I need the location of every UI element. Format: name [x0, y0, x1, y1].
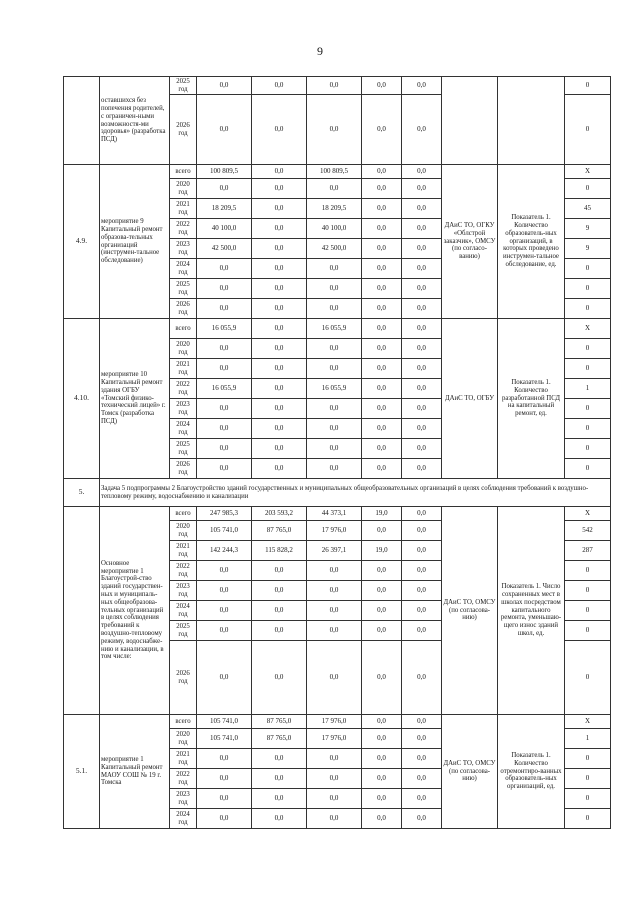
indicator-value-cell: 0 — [565, 279, 611, 299]
year-cell: всего — [170, 507, 197, 521]
item-name: Основное мероприятие 1 Благоустрой-ство зданий государствен-ных и муниципаль-ных общеобразова-тельных организаций в целях соблюдения требований к воздушно-тепловому режиму, водоснабже-нию и канализации, в том числе: — [100, 507, 170, 715]
indicator-value-cell: 0 — [565, 77, 611, 95]
value-cell: 0,0 — [197, 561, 252, 581]
value-cell: 0,0 — [252, 621, 307, 641]
indicator-value-cell: 0 — [565, 621, 611, 641]
item-number — [64, 77, 100, 165]
value-cell: 0,0 — [307, 789, 362, 809]
value-cell: 105 741,0 — [197, 729, 252, 749]
value-cell: 0,0 — [252, 439, 307, 459]
value-cell: 0,0 — [197, 809, 252, 829]
value-cell: 87 765,0 — [252, 715, 307, 729]
value-cell: 0,0 — [197, 95, 252, 165]
value-cell: 0,0 — [362, 521, 402, 541]
indicator-value-cell: 9 — [565, 219, 611, 239]
value-cell: 0,0 — [252, 319, 307, 339]
value-cell: 16 055,9 — [307, 379, 362, 399]
value-cell: 0,0 — [252, 279, 307, 299]
value-cell: 0,0 — [362, 279, 402, 299]
year-cell: 2026 год — [170, 95, 197, 165]
value-cell: 105 741,0 — [197, 521, 252, 541]
value-cell: 0,0 — [402, 219, 442, 239]
indicator-value-cell: 0 — [565, 601, 611, 621]
budget-table-body — [64, 77, 611, 829]
value-cell: 0,0 — [252, 77, 307, 95]
value-cell: 0,0 — [362, 561, 402, 581]
year-cell: 2022 год — [170, 379, 197, 399]
value-cell: 0,0 — [307, 179, 362, 199]
indicator-value-cell: 0 — [565, 749, 611, 769]
value-cell: 0,0 — [402, 339, 442, 359]
value-cell: 40 100,0 — [307, 219, 362, 239]
value-cell: 0,0 — [252, 95, 307, 165]
value-cell: 0,0 — [307, 621, 362, 641]
value-cell: 0,0 — [362, 165, 402, 179]
value-cell: 0,0 — [197, 439, 252, 459]
year-cell: 2025 год — [170, 439, 197, 459]
value-cell: 115 828,2 — [252, 541, 307, 561]
value-cell: 0,0 — [402, 769, 442, 789]
value-cell: 0,0 — [402, 715, 442, 729]
value-cell: 0,0 — [307, 769, 362, 789]
value-cell: 100 809,5 — [307, 165, 362, 179]
value-cell: 0,0 — [252, 299, 307, 319]
year-cell: 2025 год — [170, 77, 197, 95]
value-cell: 0,0 — [362, 219, 402, 239]
value-cell: 0,0 — [402, 399, 442, 419]
value-cell: 0,0 — [252, 399, 307, 419]
value-cell: 0,0 — [362, 77, 402, 95]
value-cell: 0,0 — [197, 749, 252, 769]
year-cell: всего — [170, 715, 197, 729]
year-cell: 2024 год — [170, 601, 197, 621]
year-cell: 2023 год — [170, 581, 197, 601]
value-cell: 0,0 — [197, 621, 252, 641]
value-cell: 0,0 — [252, 581, 307, 601]
value-cell: 87 765,0 — [252, 521, 307, 541]
indicator-value-cell: 0 — [565, 809, 611, 829]
value-cell: 0,0 — [362, 729, 402, 749]
value-cell: 0,0 — [362, 259, 402, 279]
value-cell: 0,0 — [362, 641, 402, 715]
value-cell: 0,0 — [402, 789, 442, 809]
value-cell: 0,0 — [307, 77, 362, 95]
indicator-value-cell: 0 — [565, 179, 611, 199]
indicator-name-cell — [498, 77, 565, 165]
value-cell: 0,0 — [362, 419, 402, 439]
value-cell: 0,0 — [307, 279, 362, 299]
value-cell: 0,0 — [197, 299, 252, 319]
value-cell: 0,0 — [402, 179, 442, 199]
value-cell: 0,0 — [402, 379, 442, 399]
value-cell: 0,0 — [252, 359, 307, 379]
indicator-value-cell: X — [565, 507, 611, 521]
item-number: 5.1. — [64, 715, 100, 829]
year-cell: 2024 год — [170, 809, 197, 829]
value-cell: 42 500,0 — [307, 239, 362, 259]
value-cell: 17 976,0 — [307, 729, 362, 749]
value-cell: 0,0 — [252, 561, 307, 581]
value-cell: 0,0 — [362, 769, 402, 789]
value-cell: 0,0 — [197, 399, 252, 419]
value-cell: 0,0 — [362, 809, 402, 829]
page-number: 9 — [317, 44, 323, 58]
value-cell: 0,0 — [362, 621, 402, 641]
indicator-value-cell: 0 — [565, 789, 611, 809]
value-cell: 100 809,5 — [197, 165, 252, 179]
executor-cell: ДАиС ТО, ОГКУ «Облстрой заказчик», ОМСУ (по согласо-ванию) — [442, 165, 498, 319]
value-cell: 0,0 — [362, 715, 402, 729]
value-cell: 0,0 — [197, 279, 252, 299]
value-cell: 0,0 — [362, 439, 402, 459]
value-cell: 0,0 — [252, 459, 307, 479]
year-cell: 2026 год — [170, 641, 197, 715]
value-cell: 40 100,0 — [197, 219, 252, 239]
value-cell: 0,0 — [362, 789, 402, 809]
value-cell: 17 976,0 — [307, 715, 362, 729]
indicator-value-cell: X — [565, 715, 611, 729]
value-cell: 0,0 — [402, 621, 442, 641]
value-cell: 0,0 — [307, 299, 362, 319]
value-cell: 0,0 — [402, 729, 442, 749]
table-row — [64, 165, 611, 179]
value-cell: 0,0 — [252, 199, 307, 219]
value-cell: 0,0 — [307, 359, 362, 379]
item-name: мероприятие 10 Капитальный ремонт здания ОГБУ «Томский физико-технический лицей» г. Томск (разработка ПСД) — [100, 319, 170, 479]
value-cell: 19,0 — [362, 507, 402, 521]
year-cell: 2025 год — [170, 621, 197, 641]
year-cell: 2024 год — [170, 259, 197, 279]
indicator-value-cell: X — [565, 319, 611, 339]
value-cell: 0,0 — [307, 641, 362, 715]
item-name: мероприятие 9 Капитальный ремонт образова-тельных организаций (инструмен-тальное обследование) — [100, 165, 170, 319]
indicator-name-cell: Показатель 1. Количество разработанной ПСД на капитальный ремонт, ед. — [498, 319, 565, 479]
value-cell: 0,0 — [362, 319, 402, 339]
value-cell: 16 055,9 — [307, 319, 362, 339]
value-cell: 0,0 — [362, 399, 402, 419]
value-cell: 0,0 — [307, 581, 362, 601]
year-cell: всего — [170, 165, 197, 179]
year-cell: 2024 год — [170, 419, 197, 439]
indicator-value-cell: 1 — [565, 729, 611, 749]
indicator-value-cell: 0 — [565, 299, 611, 319]
value-cell: 0,0 — [197, 769, 252, 789]
value-cell: 0,0 — [402, 279, 442, 299]
year-cell: 2025 год — [170, 279, 197, 299]
value-cell: 17 976,0 — [307, 521, 362, 541]
value-cell: 105 741,0 — [197, 715, 252, 729]
indicator-name-cell: Показатель 1. Количество образователь-ных организаций, в которых проведено инструмен-тальное обследование, ед. — [498, 165, 565, 319]
value-cell: 0,0 — [197, 641, 252, 715]
value-cell: 0,0 — [402, 459, 442, 479]
year-cell: 2022 год — [170, 219, 197, 239]
value-cell: 0,0 — [402, 541, 442, 561]
indicator-name-cell: Показатель 1. Количество отремонтиро-ванных образователь-ных организаций, ед. — [498, 715, 565, 829]
year-cell: 2020 год — [170, 339, 197, 359]
value-cell: 0,0 — [362, 359, 402, 379]
executor-cell: ДАиС ТО, ОМСУ (по согласова-нию) — [442, 715, 498, 829]
value-cell: 0,0 — [252, 165, 307, 179]
year-cell: 2023 год — [170, 789, 197, 809]
value-cell: 0,0 — [197, 789, 252, 809]
value-cell: 87 765,0 — [252, 729, 307, 749]
value-cell: 0,0 — [402, 641, 442, 715]
indicator-value-cell: 0 — [565, 95, 611, 165]
value-cell: 0,0 — [402, 749, 442, 769]
value-cell: 0,0 — [252, 809, 307, 829]
indicator-value-cell: 0 — [565, 439, 611, 459]
table-row — [64, 507, 611, 521]
executor-cell: ДАиС ТО, ОМСУ (по согласова-нию) — [442, 507, 498, 715]
value-cell: 0,0 — [402, 319, 442, 339]
task-row — [64, 479, 611, 507]
value-cell: 0,0 — [402, 259, 442, 279]
table-row — [64, 715, 611, 729]
indicator-value-cell: 9 — [565, 239, 611, 259]
indicator-value-cell: 1 — [565, 379, 611, 399]
year-cell: 2020 год — [170, 179, 197, 199]
value-cell: 142 244,3 — [197, 541, 252, 561]
value-cell: 0,0 — [362, 459, 402, 479]
task-number: 5. — [64, 479, 100, 507]
value-cell: 0,0 — [402, 419, 442, 439]
indicator-value-cell: 45 — [565, 199, 611, 219]
year-cell: 2021 год — [170, 541, 197, 561]
value-cell: 0,0 — [197, 339, 252, 359]
year-cell: 2022 год — [170, 769, 197, 789]
value-cell: 0,0 — [362, 179, 402, 199]
year-cell: 2023 год — [170, 399, 197, 419]
value-cell: 0,0 — [402, 507, 442, 521]
value-cell: 0,0 — [252, 239, 307, 259]
value-cell: 44 373,1 — [307, 507, 362, 521]
indicator-value-cell: 0 — [565, 359, 611, 379]
value-cell: 0,0 — [307, 809, 362, 829]
value-cell: 0,0 — [197, 179, 252, 199]
value-cell: 0,0 — [402, 581, 442, 601]
value-cell: 0,0 — [197, 77, 252, 95]
item-number: 4.10. — [64, 319, 100, 479]
indicator-value-cell: 0 — [565, 259, 611, 279]
table-row — [64, 319, 611, 339]
value-cell: 0,0 — [362, 239, 402, 259]
executor-cell: ДАиС ТО, ОГБУ — [442, 319, 498, 479]
item-name: мероприятие 1 Капитальный ремонт МАОУ СОШ № 19 г. Томска — [100, 715, 170, 829]
item-number: 4.9. — [64, 165, 100, 319]
table-row — [64, 77, 611, 95]
value-cell: 0,0 — [307, 95, 362, 165]
indicator-value-cell: 0 — [565, 419, 611, 439]
value-cell: 0,0 — [252, 641, 307, 715]
value-cell: 0,0 — [197, 419, 252, 439]
value-cell: 203 593,2 — [252, 507, 307, 521]
year-cell: 2026 год — [170, 299, 197, 319]
indicator-value-cell: 0 — [565, 459, 611, 479]
value-cell: 0,0 — [362, 199, 402, 219]
year-cell: 2020 год — [170, 521, 197, 541]
executor-cell — [442, 77, 498, 165]
value-cell: 0,0 — [307, 339, 362, 359]
indicator-value-cell: X — [565, 165, 611, 179]
budget-table — [63, 76, 611, 829]
value-cell: 0,0 — [402, 95, 442, 165]
value-cell: 16 055,9 — [197, 379, 252, 399]
value-cell: 0,0 — [197, 459, 252, 479]
value-cell: 42 500,0 — [197, 239, 252, 259]
value-cell: 0,0 — [307, 419, 362, 439]
value-cell: 19,0 — [362, 541, 402, 561]
value-cell: 0,0 — [252, 179, 307, 199]
value-cell: 247 985,3 — [197, 507, 252, 521]
value-cell: 0,0 — [252, 379, 307, 399]
year-cell: 2021 год — [170, 199, 197, 219]
value-cell: 0,0 — [307, 459, 362, 479]
value-cell: 0,0 — [252, 789, 307, 809]
value-cell: 0,0 — [362, 95, 402, 165]
value-cell: 0,0 — [402, 299, 442, 319]
value-cell: 0,0 — [362, 339, 402, 359]
indicator-value-cell: 542 — [565, 521, 611, 541]
value-cell: 0,0 — [402, 521, 442, 541]
value-cell: 18 209,5 — [307, 199, 362, 219]
value-cell: 0,0 — [252, 259, 307, 279]
value-cell: 0,0 — [362, 379, 402, 399]
indicator-value-cell: 0 — [565, 769, 611, 789]
value-cell: 0,0 — [362, 601, 402, 621]
value-cell: 0,0 — [307, 259, 362, 279]
value-cell: 0,0 — [252, 419, 307, 439]
value-cell: 0,0 — [252, 769, 307, 789]
indicator-value-cell: 0 — [565, 561, 611, 581]
indicator-value-cell: 0 — [565, 399, 611, 419]
year-cell: 2022 год — [170, 561, 197, 581]
value-cell: 0,0 — [252, 601, 307, 621]
value-cell: 0,0 — [307, 439, 362, 459]
value-cell: 0,0 — [197, 359, 252, 379]
value-cell: 0,0 — [197, 259, 252, 279]
value-cell: 0,0 — [402, 239, 442, 259]
value-cell: 0,0 — [362, 299, 402, 319]
value-cell: 0,0 — [307, 601, 362, 621]
value-cell: 0,0 — [402, 561, 442, 581]
item-number — [64, 507, 100, 715]
value-cell: 18 209,5 — [197, 199, 252, 219]
indicator-value-cell: 0 — [565, 641, 611, 715]
value-cell: 0,0 — [402, 809, 442, 829]
value-cell: 0,0 — [252, 219, 307, 239]
year-cell: 2020 год — [170, 729, 197, 749]
year-cell: всего — [170, 319, 197, 339]
value-cell: 0,0 — [197, 581, 252, 601]
value-cell: 0,0 — [402, 165, 442, 179]
indicator-value-cell: 0 — [565, 339, 611, 359]
value-cell: 0,0 — [402, 601, 442, 621]
indicator-value-cell: 287 — [565, 541, 611, 561]
value-cell: 0,0 — [402, 439, 442, 459]
value-cell: 0,0 — [307, 749, 362, 769]
year-cell: 2021 год — [170, 749, 197, 769]
task-text: Задача 5 подпрограммы 2 Благоустройство зданий государственных и муниципальных общеобразовательных организаций в целях соблюдения требований к воздушно-тепловому режиму, водоснабжению и канализации — [100, 479, 611, 507]
indicator-value-cell: 0 — [565, 581, 611, 601]
value-cell: 26 397,1 — [307, 541, 362, 561]
value-cell: 0,0 — [402, 359, 442, 379]
value-cell: 0,0 — [252, 749, 307, 769]
indicator-name-cell: Показатель 1. Число сохраненных мест в школах посредством капитального ремонта, уменьшаю-щего износ зданий школ, ед. — [498, 507, 565, 715]
value-cell: 16 055,9 — [197, 319, 252, 339]
value-cell: 0,0 — [307, 561, 362, 581]
value-cell: 0,0 — [402, 199, 442, 219]
year-cell: 2026 год — [170, 459, 197, 479]
value-cell: 0,0 — [362, 749, 402, 769]
value-cell: 0,0 — [402, 77, 442, 95]
year-cell: 2021 год — [170, 359, 197, 379]
value-cell: 0,0 — [197, 601, 252, 621]
value-cell: 0,0 — [252, 339, 307, 359]
value-cell: 0,0 — [362, 581, 402, 601]
year-cell: 2023 год — [170, 239, 197, 259]
item-name: оставшихся без попечения родителей, с ограничен-ными возможностя-ми здоровья» (разработка ПСД) — [100, 77, 170, 165]
value-cell: 0,0 — [307, 399, 362, 419]
